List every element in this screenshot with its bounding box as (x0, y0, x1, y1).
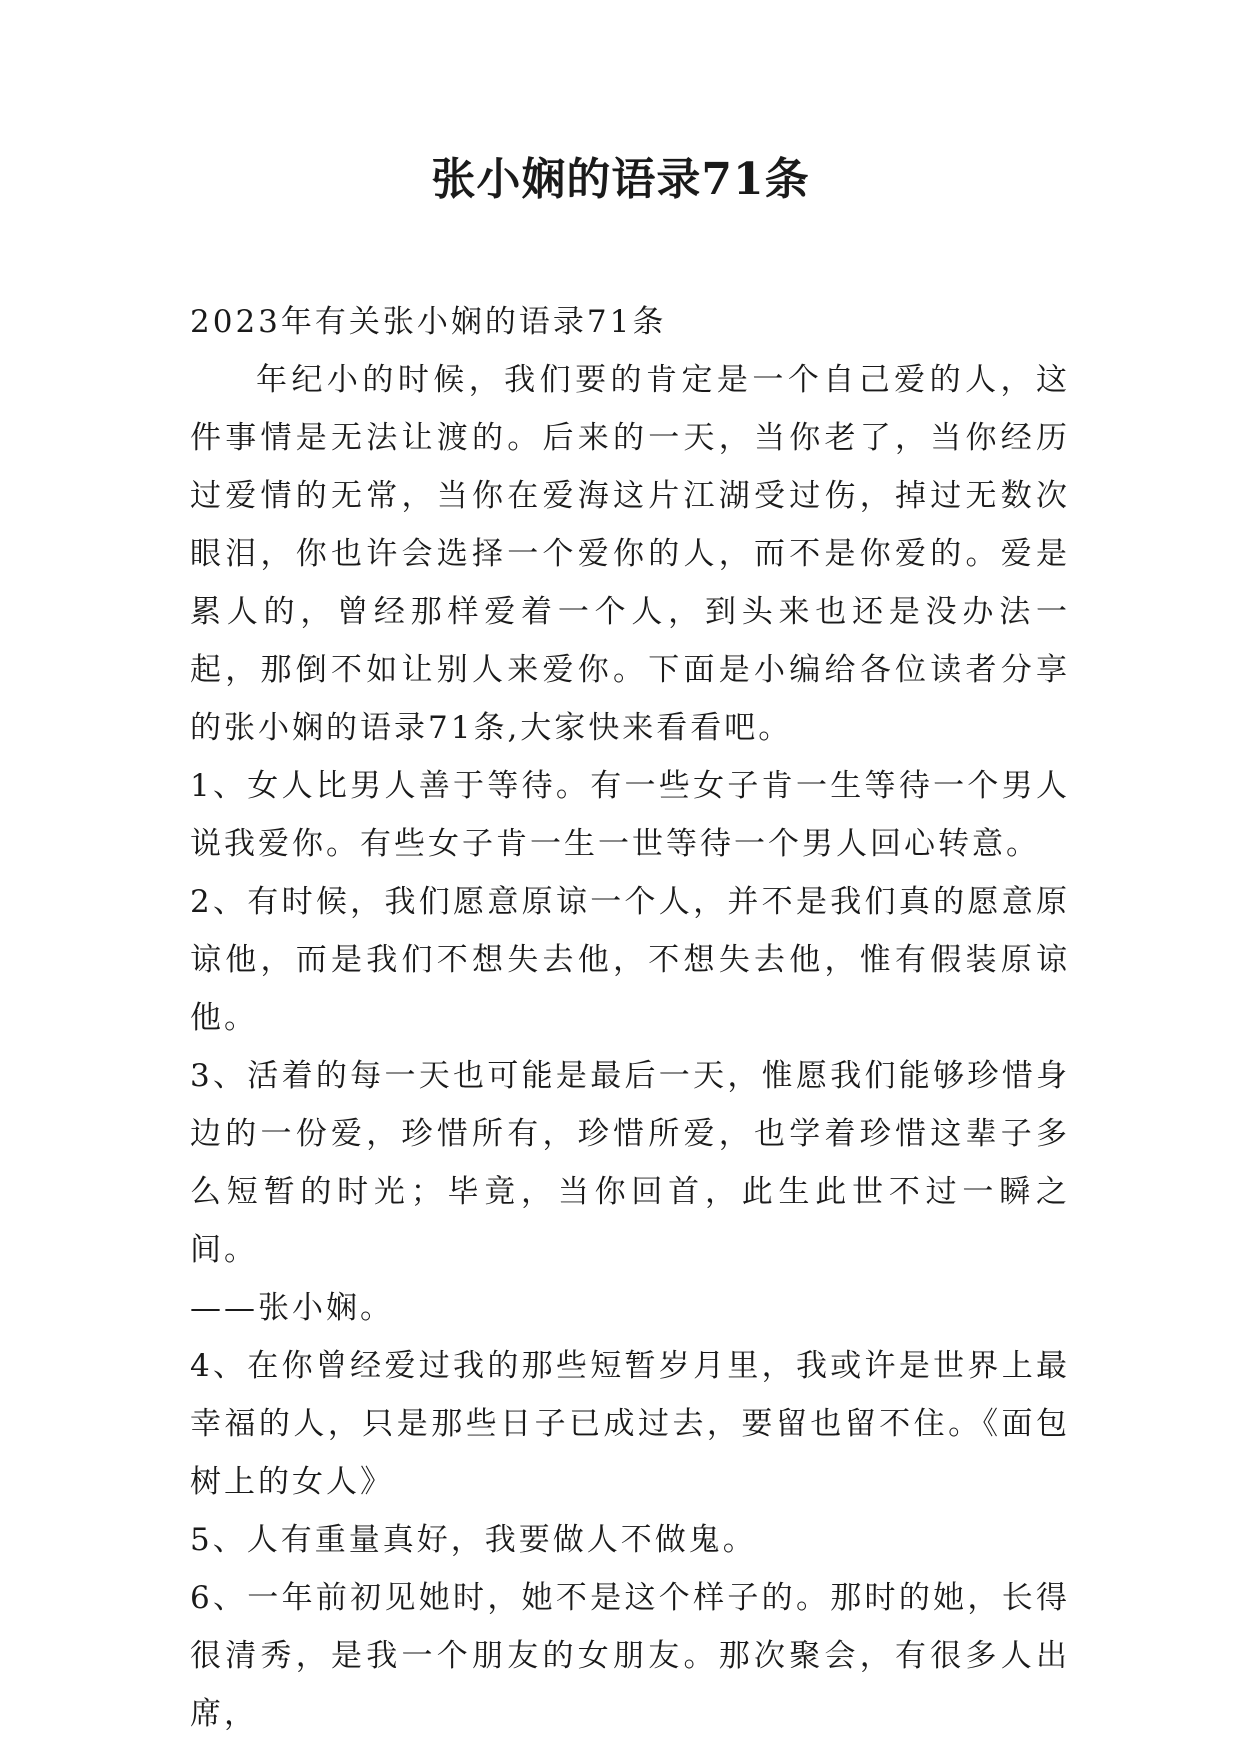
document-title: 张小娴的语录71条 (431, 154, 810, 205)
quote-item: 2、有时候，我们愿意原谅一个人，并不是我们真的愿意原谅他，而是我们不想失去他，不想失去他，惟有假装原谅他。 (190, 884, 1070, 1036)
quote-item: 1、女人比男人善于等待。有一些女子肯一生等待一个男人说我爱你。有些女子肯一生一世等待一个男人回心转意。 (190, 768, 1070, 862)
intro-paragraph: 年纪小的时候，我们要的肯定是一个自己爱的人，这件事情是无法让渡的。后来的一天，当你老了，当你经历过爱情的无常，当你在爱海这片江湖受过伤，掉过无数次眼泪，你也许会选择一个爱你的人，而不是你爱的。爱是累人的，曾经那样爱着一个人，到头来也还是没办法一起，那倒不如让别人来爱你。下面是小编给各位读者分享的张小娴的语录71条,大家快来看看吧。 (190, 362, 1070, 746)
document-body (190, 293, 1070, 1743)
subtitle-line: 2023年有关张小娴的语录71条 (190, 304, 667, 340)
quote-item: 4、在你曾经爱过我的那些短暂岁月里，我或许是世界上最幸福的人，只是那些日子已成过去，要留也留不住。《面包树上的女人》 (190, 1348, 1070, 1500)
quote-item: 6、一年前初见她时，她不是这个样子的。那时的她，长得很清秀，是我一个朋友的女朋友。那次聚会，有很多人出席， (190, 1580, 1070, 1732)
quote-item: 5、人有重量真好，我要做人不做鬼。 (190, 1522, 757, 1558)
quote-attribution: ——张小娴。 (190, 1290, 394, 1326)
quote-item: 3、活着的每一天也可能是最后一天，惟愿我们能够珍惜身边的一份爱，珍惜所有，珍惜所爱，也学着珍惜这辈子多么短暂的时光；毕竟，当你回首，此生此世不过一瞬之间。 (190, 1058, 1070, 1268)
